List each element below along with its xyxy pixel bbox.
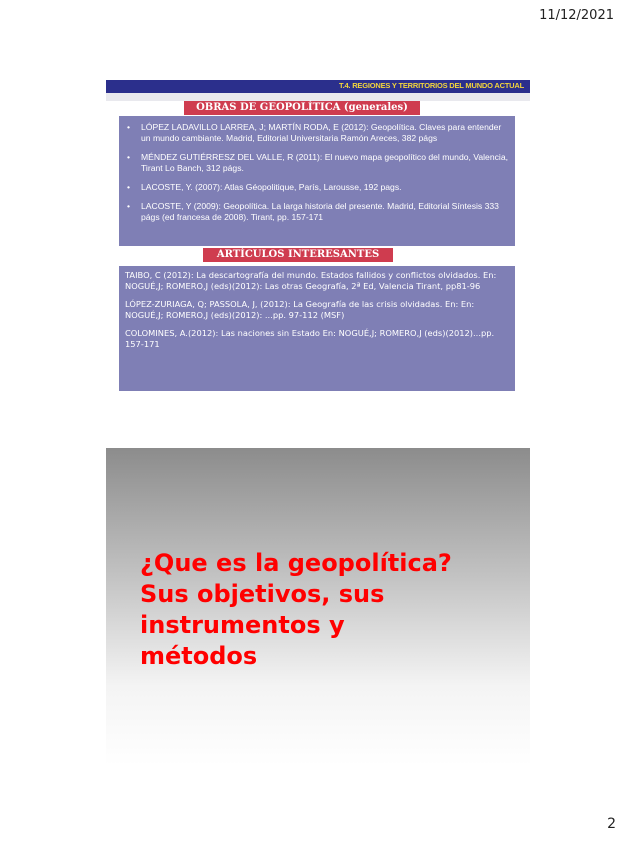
book-reference: MÉNDEZ GUTIÉRRESZ DEL VALLE, R (2011): El nuevo mapa geopolítico del mundo, Valencia, Tirant Lo Banch, 312 págs.: [141, 152, 508, 173]
books-list-box: [119, 116, 515, 246]
article-reference: TAIBO, C (2012): La descartografía del mundo. Estados fallidos y conflictos olvidados. En: NOGUÉ,J; ROMERO,J (eds)(2012): Las otras Geografía, 2ª Ed, Valencia Tirant, pp81-96: [125, 270, 497, 291]
book-reference: LÓPEZ LADAVILLO LARREA, J; MARTÍN RODA, E (2012): Geopolítica. Claves para entender un mundo cambiante. Madrid, Editorial Universitaria Ramón Areces, 382 págs: [141, 122, 502, 143]
slide-header-title: T.4. REGIONES Y TERRITORIOS DEL MUNDO ACTUAL: [339, 81, 524, 90]
list-item: [123, 201, 509, 223]
slide-2-title: [140, 548, 520, 672]
bullet-icon: •: [127, 201, 131, 211]
article-reference: LÓPEZ-ZURIAGA, Q; PASSOLA, J, (2012): La Geografía de las crisis olvidadas. En: En: NOGUÉ,J; ROMERO,J (eds)(2012): ...pp. 97-112 (MSF): [125, 299, 475, 320]
print-date: 11/12/2021: [539, 8, 614, 23]
title-line: ¿Que es la geopolítica?: [140, 549, 452, 577]
list-item: [123, 182, 509, 193]
title-line: Sus objetivos, sus: [140, 580, 385, 608]
bullet-icon: •: [127, 182, 131, 192]
article-reference: COLOMINES, A.(2012): Las naciones sin Estado En: NOGUÉ,J; ROMERO,J (eds)(2012)...pp. 157-171: [125, 328, 495, 349]
header-band: [106, 93, 530, 101]
page-number: 2: [607, 816, 616, 832]
articles-list-box: [119, 266, 515, 391]
book-reference: LACOSTE, Y. (2007): Atlas Géopolitique, París, Larousse, 192 pags.: [141, 182, 402, 192]
book-reference: LACOSTE, Y (2009): Geopolítica. La larga historia del presente. Madrid, Editorial Síntesis 333 págs (ed francesa de 2008). Tirant, pp. 157-171: [141, 201, 499, 222]
list-item: [123, 152, 509, 174]
title-line: instrumentos y: [140, 611, 345, 639]
bullet-icon: •: [127, 152, 131, 162]
bullet-icon: •: [127, 122, 131, 132]
title-line: métodos: [140, 642, 258, 670]
books-section-title: OBRAS DE GEOPOLÍTICA (generales): [184, 101, 420, 115]
slide-1: [106, 80, 530, 398]
slide-header-bar: [106, 80, 530, 93]
list-item: [123, 122, 509, 144]
slide-2: [106, 448, 530, 766]
articles-section-title: ARTÍCULOS INTERESANTES: [203, 248, 393, 262]
